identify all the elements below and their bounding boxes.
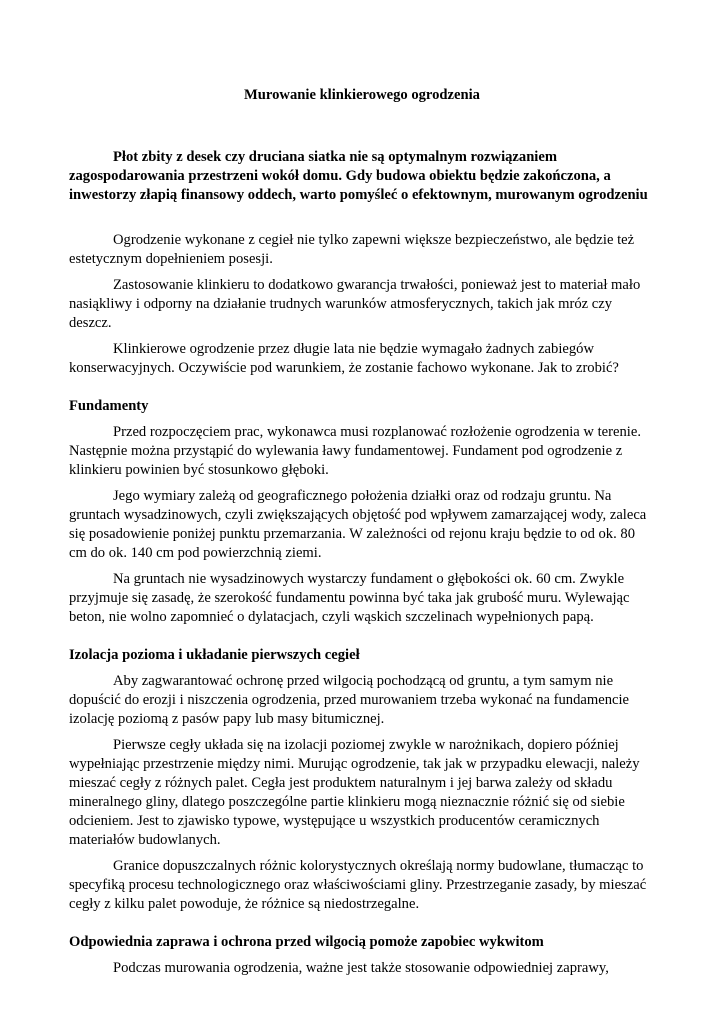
intro-paragraph: Zastosowanie klinkieru to dodatkowo gwarancja trwałości, ponieważ jest to materiał mało nasiąkliwy i odporny na działanie trudnych warunków atmosferycznych, takich jak mróz czy deszcz.: [69, 277, 641, 331]
section-paragraph: Jego wymiary zależą od geograficznego położenia działki oraz od rodzaju gruntu. Na gruntach wysadzinowych, czyli zwiększających objętość pod wpływem zamarzającej wody, zaleca się posadowienie poniżej punktu przemarzania. W zależności od rejonu kraju będzie to od ok. 80 cm do ok. 140 cm pod powierzchnią ziemi.: [69, 488, 647, 561]
section-heading: Odpowiednia zaprawa i ochrona przed wilgocią pomoże zapobiec wykwitom: [69, 934, 544, 950]
section-paragraph: Aby zagwarantować ochronę przed wilgocią pochodzącą od gruntu, a tym samym nie dopuścić do erozji i niszczenia ogrodzenia, przed murowaniem trzeba wykonać na fundamencie izolację poziomą z pasów papy lub masy bitumicznej.: [69, 673, 629, 727]
document-title: Murowanie klinkierowego ogrodzenia: [244, 87, 480, 103]
section-izolacja: [69, 646, 655, 914]
section-paragraph: Granice dopuszczalnych różnic kolorystycznych określają normy budowlane, tłumacząc to specyfiką procesu technologicznego oraz właściwościami gliny. Przestrzeganie zasady, by mieszać cegły z kilku palet powoduje, że różnice są niedostrzegalne.: [69, 858, 647, 912]
section-heading: Fundamenty: [69, 398, 149, 414]
section-paragraph: Podczas murowania ogrodzenia, ważne jest także stosowanie odpowiedniej zaprawy,: [113, 960, 609, 976]
section-fundamenty: [69, 397, 655, 627]
lead-paragraph: Płot zbity z desek czy druciana siatka nie są optymalnym rozwiązaniem zagospodarowania przestrzeni wokół domu. Gdy budowa obiektu będzie zakończona, a inwestorzy złapią finansowy oddech, warto pomyśleć o efektownym, murowanym ogrodzeniu: [69, 149, 648, 203]
intro-paragraph: Klinkierowe ogrodzenie przez długie lata nie będzie wymagało żadnych zabiegów konserwacyjnych. Oczywiście pod warunkiem, że zostanie fachowo wykonane. Jak to zrobić?: [69, 341, 619, 376]
section-paragraph: Na gruntach nie wysadzinowych wystarczy fundament o głębokości ok. 60 cm. Zwykle przyjmuje się zasadę, że szerokość fundamentu powinna być taka jak grubość muru. Wylewając beton, nie wolno zapomnieć o dylatacjach, czyli wąskich szczelinach wypełnionych papą.: [69, 571, 630, 625]
document-page: [69, 86, 655, 985]
section-paragraph: Przed rozpoczęciem prac, wykonawca musi rozplanować rozłożenie ogrodzenia w terenie. Następnie można przystąpić do wylewania ławy fundamentowej. Fundament pod ogrodzenie z klinkieru powinien być stosunkowo głęboki.: [69, 424, 641, 478]
section-paragraph: Pierwsze cegły układa się na izolacji poziomej zwykle w narożnikach, dopiero później wypełniając przestrzenie między nimi. Murując ogrodzenie, tak jak w przypadku elewacji, należy mieszać cegły z różnych palet. Cegła jest produktem naturalnym i jej barwa zależy od składu mineralnego gliny, dlatego poszczególne partie klinkieru mogą nieznacznie różnić się od siebie odcieniem. Jest to zjawisko typowe, występujące u wszystkich producentów ceramicznych materiałów budowlanych.: [69, 737, 640, 848]
intro-block: [69, 231, 655, 378]
intro-paragraph: Ogrodzenie wykonane z cegieł nie tylko zapewni większe bezpieczeństwo, ale będzie też estetycznym dopełnieniem posesji.: [69, 232, 635, 267]
section-zaprawa: [69, 933, 655, 978]
section-heading: Izolacja pozioma i układanie pierwszych cegieł: [69, 647, 360, 663]
